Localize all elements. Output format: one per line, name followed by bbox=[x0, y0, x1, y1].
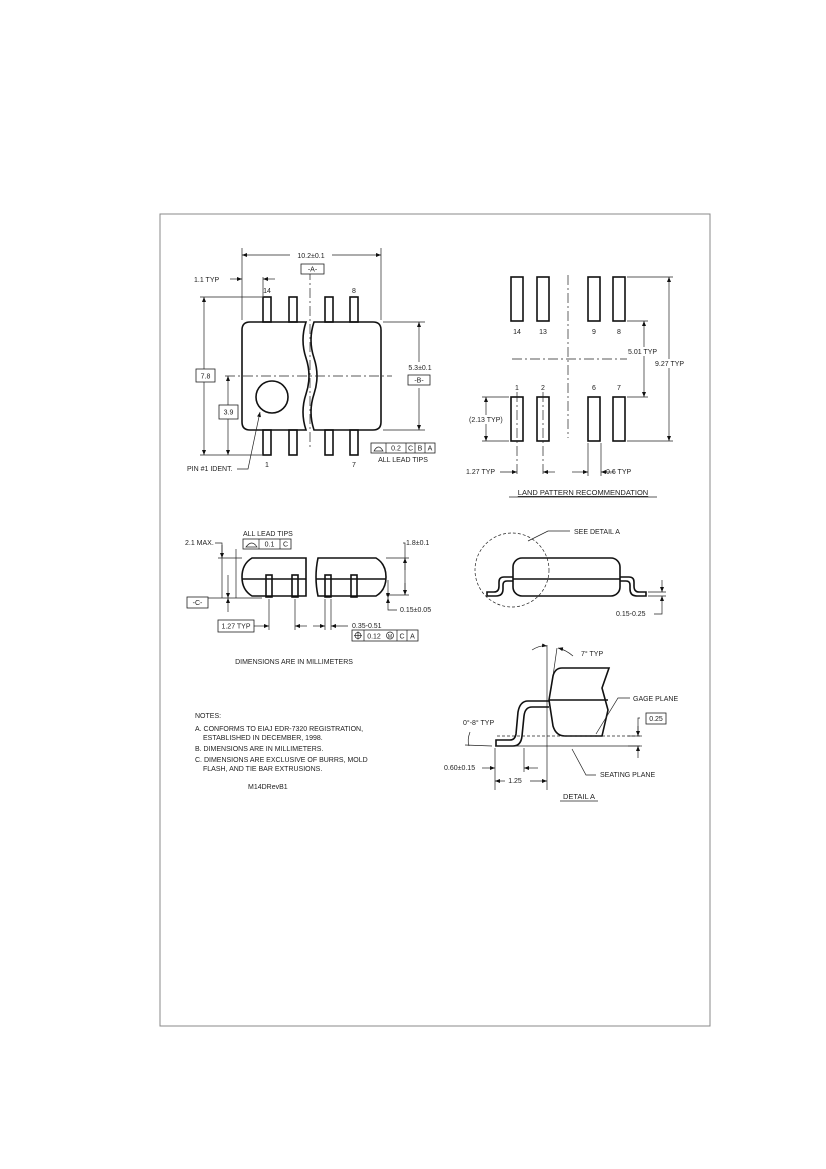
pin-label: 7 bbox=[352, 462, 356, 469]
position-tolerance-frame bbox=[352, 630, 418, 641]
pitch-dim: 1.27 TYP bbox=[221, 623, 251, 631]
pad-label: 1 bbox=[515, 385, 519, 392]
note-line: ESTABLISHED IN DECEMBER, 1998. bbox=[203, 735, 323, 742]
half-height-dim: 3.9 bbox=[223, 409, 234, 417]
gage-plane-label: GAGE PLANE bbox=[633, 696, 679, 703]
pin1-ident-label: PIN #1 IDENT. bbox=[187, 466, 233, 473]
end-view bbox=[475, 529, 666, 618]
seating-plane-label: SEATING PLANE bbox=[600, 772, 656, 779]
pad-label: 7 bbox=[617, 385, 621, 392]
detail-a-title: DETAIL A bbox=[562, 792, 596, 801]
drawing-id: M14DRevB1 bbox=[248, 784, 288, 791]
datum-ref: A bbox=[410, 633, 415, 641]
notes bbox=[195, 713, 368, 791]
position-value: 0.12 bbox=[367, 633, 381, 641]
pad-label: 14 bbox=[513, 329, 521, 336]
pin-label: 8 bbox=[352, 288, 356, 295]
land-pattern bbox=[466, 275, 688, 497]
land-pattern-title: LAND PATTERN RECOMMENDATION bbox=[517, 488, 649, 497]
foot-length-dim: 0.60±0.15 bbox=[444, 765, 476, 772]
datum-ref: C bbox=[282, 541, 289, 549]
top-view bbox=[187, 248, 435, 473]
pad-width-dim: 0.6 TYP bbox=[606, 469, 632, 476]
lead-length-dim: 1.25 bbox=[508, 778, 522, 785]
pad-label: 8 bbox=[617, 329, 621, 336]
foot-angle-dim: 0°-8° TYP bbox=[463, 720, 495, 727]
svg-text:M: M bbox=[387, 634, 393, 640]
outer-span-dim: 9.27 TYP bbox=[655, 361, 685, 368]
datum-ref: C bbox=[407, 445, 414, 453]
see-detail-label: SEE DETAIL A bbox=[574, 529, 620, 536]
pad-label: 6 bbox=[592, 385, 596, 392]
detail-a bbox=[444, 645, 678, 801]
inner-span-dim: 5.01 TYP bbox=[628, 349, 658, 356]
body-width-dim: 5.3±0.1 bbox=[408, 365, 432, 372]
pin1-indent-icon bbox=[256, 381, 288, 413]
note-line: FLASH, AND TIE BAR EXTRUSIONS. bbox=[203, 766, 323, 773]
pad-label: 9 bbox=[592, 329, 596, 336]
notes-heading: NOTES: bbox=[195, 713, 222, 720]
all-lead-tips-label: ALL LEAD TIPS bbox=[378, 457, 428, 464]
profile-tolerance-frame bbox=[371, 443, 435, 453]
datum-ref: B bbox=[417, 445, 423, 453]
units-note: DIMENSIONS ARE IN MILLIMETERS bbox=[235, 659, 353, 666]
lead-thickness-dim: 0.15-0.25 bbox=[616, 611, 646, 618]
max-height-dim: 2.1 MAX. bbox=[185, 540, 214, 547]
gage-height-dim: 0.25 bbox=[649, 716, 663, 723]
datum-ref: C bbox=[399, 633, 405, 641]
note-line: A. CONFORMS TO EIAJ EDR-7320 REGISTRATION, bbox=[195, 726, 364, 733]
lead-width-dim: 1.1 TYP bbox=[194, 277, 220, 284]
datum-a: -A- bbox=[307, 266, 318, 274]
pad-label: 13 bbox=[539, 329, 547, 336]
draft-angle-dim: 7° TYP bbox=[581, 651, 604, 658]
datum-c: -C- bbox=[192, 600, 203, 607]
pitch-dim: 1.27 TYP bbox=[466, 469, 496, 476]
detail-body bbox=[549, 668, 609, 736]
pad-label: 2 bbox=[541, 385, 545, 392]
pin-label: 1 bbox=[265, 462, 269, 469]
note-line: B. DIMENSIONS ARE IN MILLIMETERS. bbox=[195, 746, 324, 753]
coplanarity-value: 0.1 bbox=[264, 541, 275, 549]
pin-label: 14 bbox=[263, 288, 271, 295]
side-view bbox=[185, 531, 431, 666]
side-body-left bbox=[242, 558, 306, 596]
note-line: C. DIMENSIONS ARE EXCLUSIVE OF BURRS, MOLD bbox=[195, 757, 368, 764]
width-dim: 10.2±0.1 bbox=[297, 253, 325, 260]
datum-ref: A bbox=[427, 445, 433, 453]
overall-height-dim: 7.8 bbox=[200, 373, 211, 381]
end-body bbox=[513, 558, 620, 596]
lead-width-dim: 0.35-0.51 bbox=[352, 623, 382, 630]
all-lead-tips-label: ALL LEAD TIPS bbox=[243, 531, 293, 538]
datum-b: -B- bbox=[414, 377, 424, 385]
body-height-dim: 1.8±0.1 bbox=[406, 540, 430, 547]
standoff-dim: 0.15±0.05 bbox=[400, 607, 432, 614]
pad-length-dim: (2.13 TYP) bbox=[469, 417, 503, 424]
tolerance-value: 0.2 bbox=[391, 445, 401, 453]
